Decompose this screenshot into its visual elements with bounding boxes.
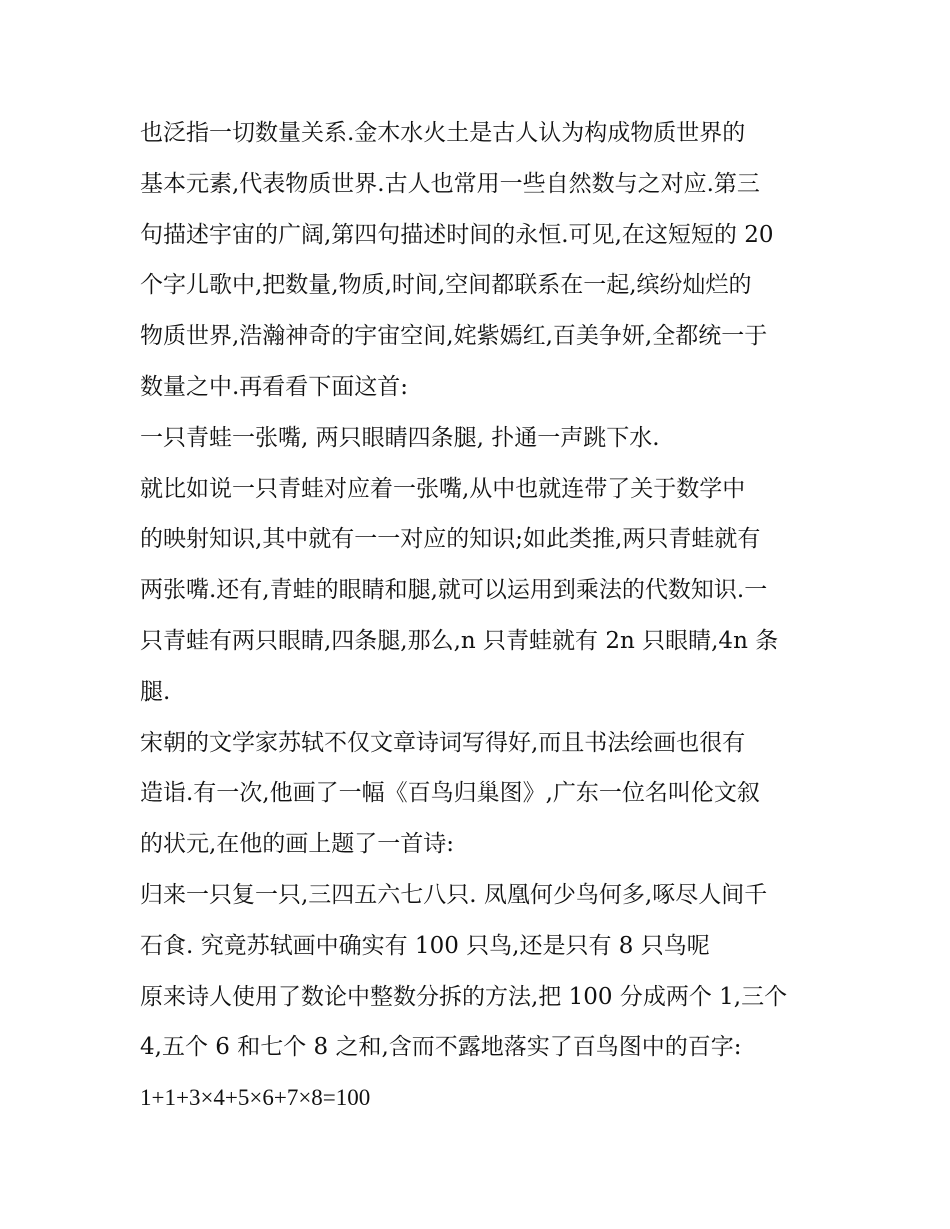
- text-line: 两张嘴.还有,青蛙的眼睛和腿,就可以运用到乘法的代数知识.一: [140, 577, 768, 604]
- text-line: 基本元素,代表物质世界.古人也常用一些自然数与之对应.第三: [140, 170, 760, 197]
- poem-line: 一只青蛙一张嘴, 两只眼睛四条腿, 扑通一声跳下水.: [140, 424, 660, 451]
- poem-line: 石食. 究竟苏轼画中确实有 100 只鸟,还是只有 8 只鸟呢: [140, 932, 710, 959]
- text-line: 的映射知识,其中就有一一对应的知识;如此类推,两只青蛙就有: [140, 526, 761, 553]
- poem-line: 归来一只复一只,三四五六七八只. 凤凰何少鸟何多,啄尽人间千: [140, 881, 768, 908]
- text-line: 就比如说一只青蛙对应着一张嘴,从中也就连带了关于数学中: [140, 475, 746, 502]
- text-line: 物质世界,浩瀚神奇的宇宙空间,姹紫嫣红,百美争妍,全都统一于: [140, 323, 768, 350]
- text-line: 只青蛙有两只眼睛,四条腿,那么,n 只青蛙就有 2n 只眼睛,4n 条: [140, 627, 779, 654]
- text-line: 宋朝的文学家苏轼不仅文章诗词写得好,而且书法绘画也很有: [140, 729, 746, 756]
- text-line: 腿.: [140, 678, 171, 705]
- text-line: 原来诗人使用了数论中整数分拆的方法,把 100 分成两个 1,三个: [140, 983, 788, 1010]
- text-line: 4,五个 6 和七个 8 之和,含而不露地落实了百鸟图中的百字:: [140, 1034, 742, 1061]
- text-line: 个字儿歌中,把数量,物质,时间,空间都联系在一起,缤纷灿烂的: [140, 272, 752, 299]
- text-line: 数量之中.再看看下面这首:: [140, 373, 409, 400]
- equation-line: 1+1+3×4+5×6+7×8=100: [140, 1085, 371, 1111]
- text-line: 句描述宇宙的广阔,第四句描述时间的永恒.可见,在这短短的 20: [140, 221, 774, 248]
- text-line: 造诣.有一次,他画了一幅《百鸟归巢图》,广东一位名叫伦文叙: [140, 780, 760, 807]
- text-line: 的状元,在他的画上题了一首诗:: [140, 831, 455, 858]
- text-line: 也泛指一切数量关系.金木水火土是古人认为构成物质世界的: [140, 120, 746, 146]
- document-page: [140, 108, 820, 1124]
